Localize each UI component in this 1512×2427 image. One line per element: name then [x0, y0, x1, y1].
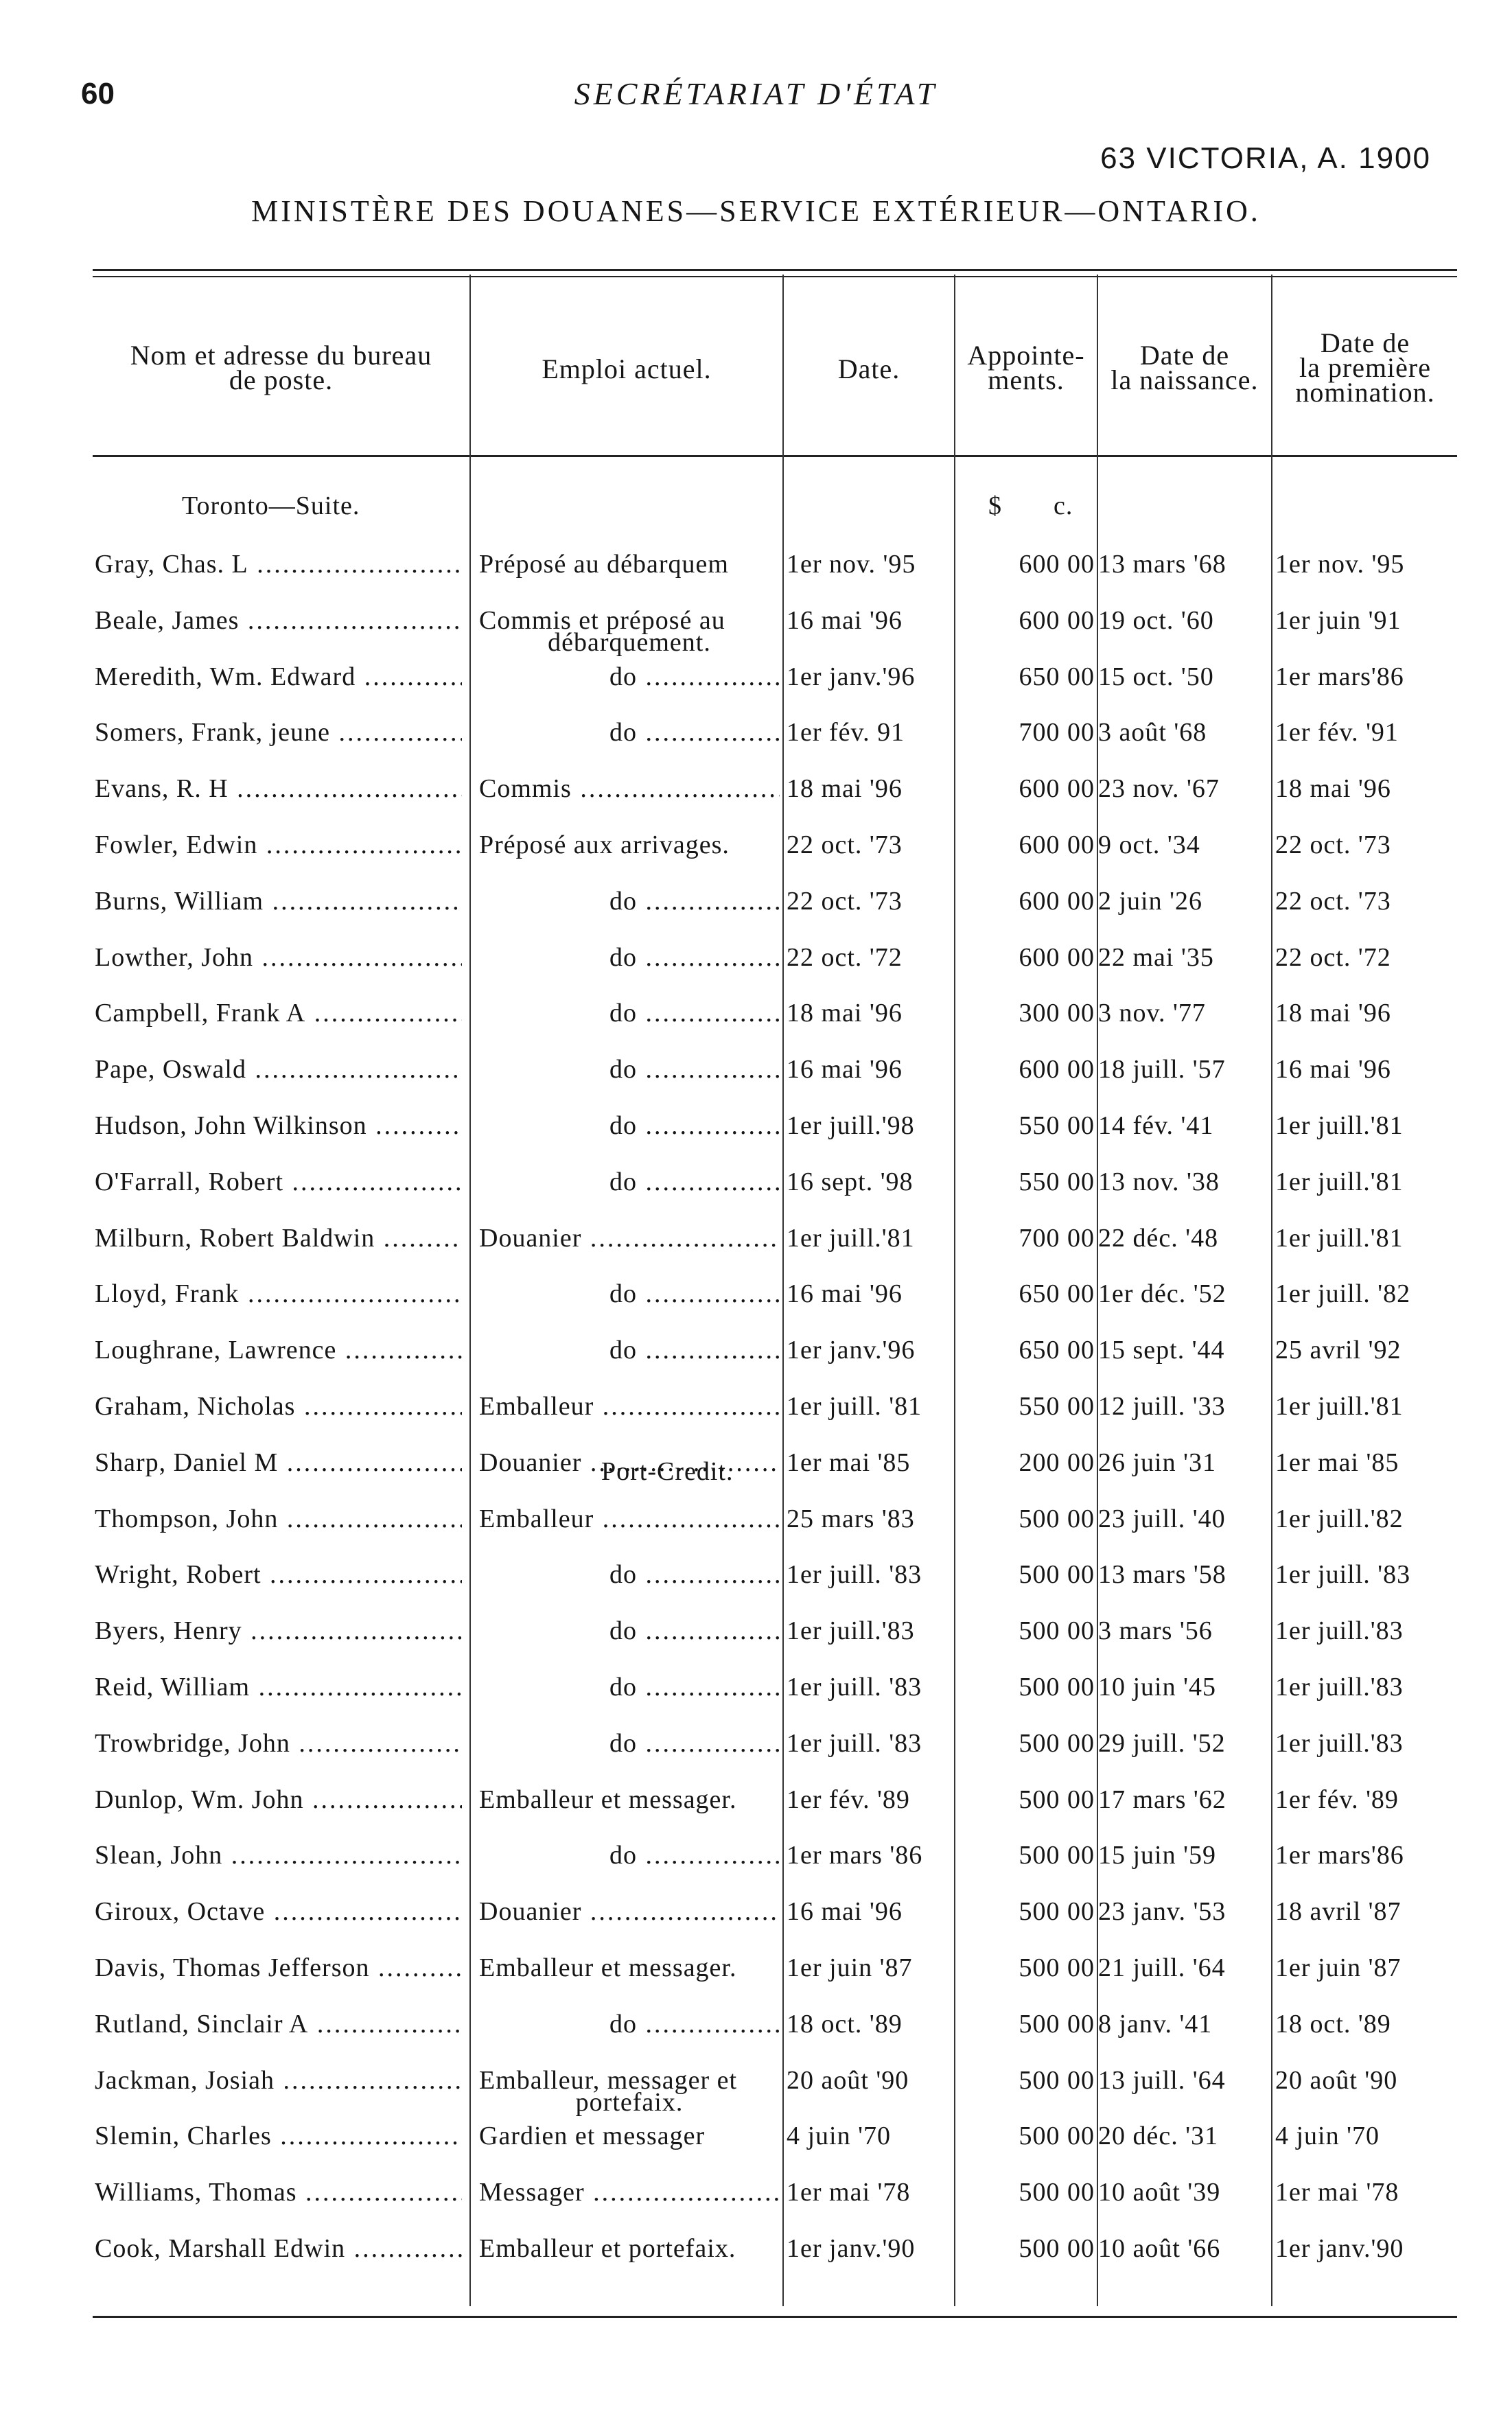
table-title: MINISTÈRE DES DOUANES—SERVICE EXTÉRIEUR—ONTARIO.: [251, 194, 1261, 228]
employee-name: Rutland, Sinclair A .....: [95, 2009, 462, 2039]
current-position: do .....: [479, 1054, 780, 1084]
appointment-date: 1er fév. '89: [787, 1785, 910, 1814]
employee-name: O'Farrall, Robert .....: [95, 1167, 462, 1197]
appointment-date: 1er juill.'81: [787, 1224, 915, 1253]
section-label: Toronto—Suite.: [182, 491, 360, 520]
current-position: do .....: [479, 2009, 780, 2039]
salary: 500 00: [1019, 1673, 1095, 1702]
first-nomination-date: 1er juill.'83: [1275, 1616, 1404, 1645]
employee-name: Lloyd, Frank .....: [95, 1279, 462, 1309]
column-header-name: Nom et adresse du bureau de poste.: [130, 340, 432, 395]
salary: 500 00: [1019, 1729, 1095, 1758]
employee-name: Beale, James .....: [95, 605, 462, 636]
first-nomination-date: 1er juill.'81: [1275, 1168, 1404, 1196]
current-position: Emballeur .....: [479, 1504, 780, 1534]
birth-date: 10 juin '45: [1098, 1673, 1216, 1702]
first-nomination-date: 1er nov. '95: [1275, 550, 1405, 579]
current-position: do .....: [479, 1616, 780, 1646]
employee-name: Meredith, Wm. Edward .....: [95, 662, 462, 692]
birth-date: 13 mars '68: [1098, 550, 1226, 579]
current-position: do .....: [479, 886, 780, 916]
top-rule: [93, 269, 1457, 271]
salary: 700 00: [1019, 1224, 1095, 1253]
salary: 700 00: [1019, 718, 1095, 747]
birth-date: 13 juill. '64: [1098, 2066, 1226, 2095]
appointment-date: 1er juill. '83: [787, 1729, 922, 1758]
appointment-date: 1er juill. '81: [787, 1392, 922, 1421]
employee-name: Sharp, Daniel M .....: [95, 1448, 462, 1478]
appointment-date: 22 oct. '73: [787, 887, 903, 916]
current-position: Douanier .....: [479, 1223, 780, 1253]
column-header-date: Date.: [837, 353, 900, 384]
salary: 500 00: [1019, 1785, 1095, 1814]
current-position: do .....: [479, 1279, 780, 1309]
salary: 600 00: [1019, 943, 1095, 972]
birth-date: 19 oct. '60: [1098, 606, 1214, 635]
first-nomination-date: 1er mai '78: [1275, 2178, 1399, 2207]
current-position: Emballeur et portefaix.: [479, 2234, 736, 2263]
appointment-date: 4 juin '70: [787, 2122, 891, 2150]
employee-name: Gray, Chas. L .....: [95, 549, 462, 579]
salary: 600 00: [1019, 550, 1095, 579]
column-header-naissance: Date de la naissance.: [1110, 340, 1259, 395]
birth-date: 26 juin '31: [1098, 1448, 1216, 1477]
first-nomination-date: 1er juill. '82: [1275, 1279, 1411, 1308]
first-nomination-date: 25 avril '92: [1275, 1336, 1401, 1365]
employee-name: Giroux, Octave .....: [95, 1896, 462, 1927]
birth-date: 23 juill. '40: [1098, 1505, 1226, 1533]
birth-date: 10 août '39: [1098, 2178, 1221, 2207]
current-position: Préposé aux arrivages.: [479, 831, 730, 859]
first-nomination-date: 1er mars'86: [1275, 662, 1404, 691]
current-position: Messager .....: [479, 2177, 780, 2207]
birth-date: 22 déc. '48: [1098, 1224, 1219, 1253]
current-position-continued: portefaix.: [575, 2088, 684, 2117]
birth-date: 13 mars '58: [1098, 1560, 1226, 1589]
current-position: do .....: [479, 1167, 780, 1197]
salary: 550 00: [1019, 1111, 1095, 1140]
salary: 500 00: [1019, 2234, 1095, 2263]
birth-date: 1er déc. '52: [1098, 1279, 1226, 1308]
birth-date: 17 mars '62: [1098, 1785, 1226, 1814]
current-position: do .....: [479, 717, 780, 747]
place-label-port-credit: Port-Credit.: [601, 1457, 734, 1486]
employee-name: Williams, Thomas .....: [95, 2177, 462, 2207]
first-nomination-date: 1er janv.'90: [1275, 2234, 1404, 2263]
current-position: do .....: [479, 1672, 780, 1702]
employee-name: Jackman, Josiah .....: [95, 2065, 462, 2095]
appointment-date: 1er janv.'96: [787, 662, 916, 691]
employee-name: Slean, John .....: [95, 1840, 462, 1870]
appointment-date: 1er juin '87: [787, 1953, 913, 1982]
appointment-date: 18 mai '96: [787, 774, 903, 803]
current-position: do .....: [479, 998, 780, 1028]
birth-date: 12 juill. '33: [1098, 1392, 1226, 1421]
employee-name: Campbell, Frank A .....: [95, 998, 462, 1028]
birth-date: 3 nov. '77: [1098, 999, 1206, 1027]
cents-unit: c.: [1054, 491, 1073, 520]
salary: 650 00: [1019, 662, 1095, 691]
salary: 650 00: [1019, 1336, 1095, 1365]
column-separator: [1271, 275, 1272, 2306]
column-separator: [782, 275, 784, 2306]
salary: 600 00: [1019, 1055, 1095, 1084]
salary: 200 00: [1019, 1448, 1095, 1477]
appointment-date: 1er mai '78: [787, 2178, 911, 2207]
current-position: Commis et préposé au: [479, 606, 725, 635]
column-separator: [469, 275, 471, 2306]
current-position: do .....: [479, 1840, 780, 1870]
employee-name: Davis, Thomas Jefferson .....: [95, 1953, 462, 1983]
employee-name: Thompson, John .....: [95, 1504, 462, 1534]
appointment-date: 18 oct. '89: [787, 2010, 903, 2039]
first-nomination-date: 1er juill.'81: [1275, 1224, 1404, 1253]
appointment-date: 22 oct. '72: [787, 943, 903, 972]
birth-date: 2 juin '26: [1098, 887, 1202, 916]
salary: 500 00: [1019, 2066, 1095, 2095]
current-position: do .....: [479, 1559, 780, 1590]
first-nomination-date: 22 oct. '72: [1275, 943, 1391, 972]
appointment-date: 1er mars '86: [787, 1841, 923, 1870]
bottom-rule: [93, 2316, 1457, 2318]
appointment-date: 1er juill. '83: [787, 1673, 922, 1702]
birth-date: 3 août '68: [1098, 718, 1207, 747]
column-header-appointements: Appointe- ments.: [967, 340, 1085, 395]
birth-date: 15 juin '59: [1098, 1841, 1216, 1870]
salary: 500 00: [1019, 2010, 1095, 2039]
current-position: do .....: [479, 1728, 780, 1758]
employee-name: Hudson, John Wilkinson .....: [95, 1111, 462, 1141]
birth-date: 29 juill. '52: [1098, 1729, 1226, 1758]
salary: 600 00: [1019, 887, 1095, 916]
salary: 600 00: [1019, 774, 1095, 803]
employee-name: Dunlop, Wm. John .....: [95, 1785, 462, 1815]
birth-date: 3 mars '56: [1098, 1616, 1213, 1645]
appointment-date: 1er juill.'98: [787, 1111, 915, 1140]
appointment-date: 1er nov. '95: [787, 550, 916, 579]
employee-name: Loughrane, Lawrence .....: [95, 1335, 462, 1365]
current-position: Emballeur, messager et: [479, 2066, 738, 2095]
first-nomination-date: 1er juill.'81: [1275, 1392, 1404, 1421]
birth-date: 10 août '66: [1098, 2234, 1221, 2263]
appointment-date: 22 oct. '73: [787, 831, 903, 859]
employee-name: Reid, William .....: [95, 1672, 462, 1702]
appointment-date: 1er mai '85: [787, 1448, 911, 1477]
birth-date: 14 fév. '41: [1098, 1111, 1214, 1140]
salary: 500 00: [1019, 1505, 1095, 1533]
birth-date: 20 déc. '31: [1098, 2122, 1219, 2150]
employee-name: Trowbridge, John .....: [95, 1728, 462, 1758]
first-nomination-date: 1er fév. '91: [1275, 718, 1399, 747]
appointment-date: 16 mai '96: [787, 606, 903, 635]
salary: 600 00: [1019, 606, 1095, 635]
header-rule: [93, 455, 1457, 457]
first-nomination-date: 18 mai '96: [1275, 999, 1391, 1027]
employee-name: Slemin, Charles .....: [95, 2121, 462, 2151]
birth-date: 8 janv. '41: [1098, 2010, 1213, 2039]
salary: 500 00: [1019, 1841, 1095, 1870]
current-position: Douanier .....: [479, 1896, 780, 1927]
first-nomination-date: 18 avril '87: [1275, 1897, 1401, 1926]
current-position: Gardien et messager: [479, 2122, 706, 2150]
first-nomination-date: 20 août '90: [1275, 2066, 1398, 2095]
dollar-unit: $: [988, 491, 1002, 520]
current-position: Commis .....: [479, 774, 780, 804]
salary: 500 00: [1019, 1560, 1095, 1589]
birth-date: 23 nov. '67: [1098, 774, 1220, 803]
appointment-date: 16 mai '96: [787, 1897, 903, 1926]
employee-name: Pape, Oswald .....: [95, 1054, 462, 1084]
appointment-date: 16 mai '96: [787, 1055, 903, 1084]
running-title: SECRÉTARIAT D'ÉTAT: [574, 76, 938, 111]
column-header-nomination: Date de la première nomination.: [1295, 327, 1435, 408]
first-nomination-date: 1er mars'86: [1275, 1841, 1404, 1870]
employee-name: Cook, Marshall Edwin .....: [95, 2233, 462, 2264]
current-position: Emballeur et messager.: [479, 1953, 737, 1982]
current-position: Préposé au débarquem: [479, 550, 729, 579]
birth-date: 9 oct. '34: [1098, 831, 1200, 859]
first-nomination-date: 1er juill.'81: [1275, 1111, 1404, 1140]
first-nomination-date: 1er juill.'83: [1275, 1673, 1404, 1702]
salary: 500 00: [1019, 1897, 1095, 1926]
employee-name: Byers, Henry .....: [95, 1616, 462, 1646]
salary: 500 00: [1019, 2122, 1095, 2150]
appointment-date: 1er janv.'96: [787, 1336, 916, 1365]
current-position: do .....: [479, 942, 780, 973]
first-nomination-date: 1er fév. '89: [1275, 1785, 1399, 1814]
salary: 650 00: [1019, 1279, 1095, 1308]
current-position: Douanier .....: [479, 1448, 780, 1478]
first-nomination-date: 1er juill.'83: [1275, 1729, 1404, 1758]
birth-date: 21 juill. '64: [1098, 1953, 1226, 1982]
birth-date: 22 mai '35: [1098, 943, 1214, 972]
birth-date: 15 oct. '50: [1098, 662, 1214, 691]
appointment-date: 18 mai '96: [787, 999, 903, 1027]
first-nomination-date: 1er juin '91: [1275, 606, 1401, 635]
current-position-continued: débarquement.: [548, 628, 711, 657]
appointment-date: 1er janv.'90: [787, 2234, 916, 2263]
employee-name: Lowther, John .....: [95, 942, 462, 973]
first-nomination-date: 4 juin '70: [1275, 2122, 1380, 2150]
appointment-date: 1er fév. 91: [787, 718, 905, 747]
appointment-date: 1er juill.'83: [787, 1616, 915, 1645]
first-nomination-date: 22 oct. '73: [1275, 831, 1391, 859]
first-nomination-date: 1er juin '87: [1275, 1953, 1401, 1982]
employee-name: Burns, William .....: [95, 886, 462, 916]
current-position: Emballeur et messager.: [479, 1785, 737, 1814]
birth-date: 23 janv. '53: [1098, 1897, 1226, 1926]
salary: 550 00: [1019, 1168, 1095, 1196]
employee-name: Evans, R. H .....: [95, 774, 462, 804]
first-nomination-date: 18 oct. '89: [1275, 2010, 1391, 2039]
appointment-date: 1er juill. '83: [787, 1560, 922, 1589]
session-label: 63 VICTORIA, A. 1900: [1100, 141, 1431, 175]
appointment-date: 25 mars '83: [787, 1505, 915, 1533]
birth-date: 13 nov. '38: [1098, 1168, 1220, 1196]
salary: 300 00: [1019, 999, 1095, 1027]
appointment-date: 16 mai '96: [787, 1279, 903, 1308]
salary: 500 00: [1019, 1616, 1095, 1645]
first-nomination-date: 18 mai '96: [1275, 774, 1391, 803]
employee-name: Milburn, Robert Baldwin .....: [95, 1223, 462, 1253]
first-nomination-date: 1er juill. '83: [1275, 1560, 1411, 1589]
birth-date: 15 sept. '44: [1098, 1336, 1225, 1365]
salary: 500 00: [1019, 2178, 1095, 2207]
top-rule-thin: [93, 276, 1457, 277]
salary: 600 00: [1019, 831, 1095, 859]
first-nomination-date: 16 mai '96: [1275, 1055, 1391, 1084]
page-number: 60: [81, 77, 115, 111]
current-position: do .....: [479, 1111, 780, 1141]
current-position: Emballeur .....: [479, 1391, 780, 1421]
first-nomination-date: 22 oct. '73: [1275, 887, 1391, 916]
employee-name: Somers, Frank, jeune .....: [95, 717, 462, 747]
salary: 550 00: [1019, 1392, 1095, 1421]
first-nomination-date: 1er juill.'82: [1275, 1505, 1404, 1533]
column-header-emploi: Emploi actuel.: [542, 353, 712, 384]
column-separator: [954, 275, 955, 2306]
current-position: do .....: [479, 1335, 780, 1365]
birth-date: 18 juill. '57: [1098, 1055, 1226, 1084]
employee-name: Graham, Nicholas .....: [95, 1391, 462, 1421]
first-nomination-date: 1er mai '85: [1275, 1448, 1399, 1477]
appointment-date: 16 sept. '98: [787, 1168, 914, 1196]
salary: 500 00: [1019, 1953, 1095, 1982]
current-position: do .....: [479, 662, 780, 692]
appointment-date: 20 août '90: [787, 2066, 909, 2095]
employee-name: Fowler, Edwin .....: [95, 830, 462, 860]
employee-name: Wright, Robert .....: [95, 1559, 462, 1590]
